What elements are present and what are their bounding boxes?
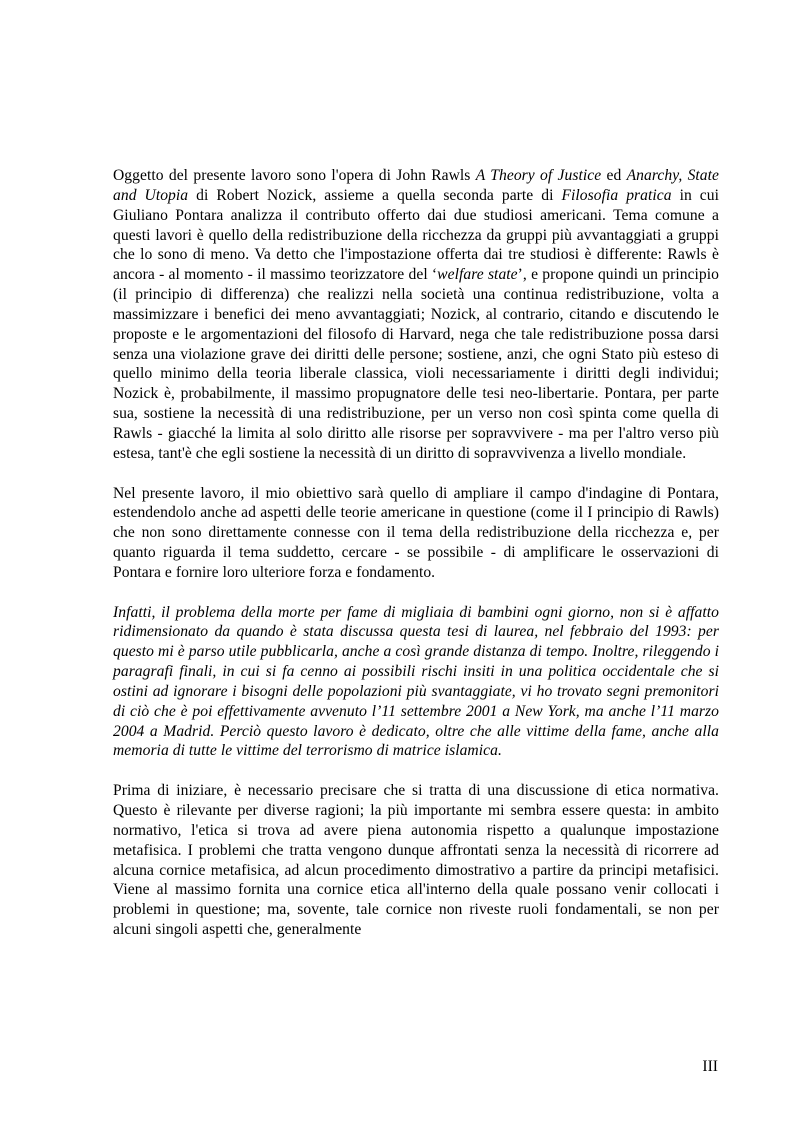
paragraph-1 (113, 166, 719, 464)
text-run: in cui Giuliano Pontara analizza il contributo offerto dai due studiosi americani. Tema comune a questi lavori è quello della redistribuzione della ricchezza da gruppi più avvantaggiati a gruppi che lo sono di meno. Va detto che l'impostazione offerta dai tre studiosi è differente: Rawls è ancora - al momento - il massimo teorizzatore del ‘ (113, 186, 719, 284)
text-run: di Robert Nozick, assieme a quella seconda parte di (188, 186, 562, 204)
text-run: Nel presente lavoro, il mio obiettivo sarà quello di ampliare il campo d'indagine di Pontara, estendendolo anche ad aspetti delle teorie americane in questione (come il I principio di Rawls) che non sono direttamente connesse con il tema della redistribuzione della ricchezza e, per quanto riguarda il tema suddetto, cercare - se possibile - di amplificare le osservazioni di Pontara e fornire loro ulteriore forza e fondamento. (113, 484, 719, 581)
book-title-filosofia-pratica: Filosofia pratica (561, 186, 672, 204)
text-run: Infatti, il problema della morte per fame di migliaia di bambini ogni giorno, non si è affatto ridimensionato da quando è stata discussa questa tesi di laurea, nel febbraio del 1993: per questo mi è parso utile pubblicarla, anche a così grande distanza di tempo. Inoltre, rileggendo i paragrafi finali, in cui si fa cenno ai possibili rischi insiti in una politica occidentale che si ostini ad ignorare i bisogni delle popolazioni più svantaggiate, vi ho trovato segni premonitori di ciò che è poi effettivamente avvenuto l’11 settembre 2001 a New York, ma anche l’11 marzo 2004 a Madrid. Perciò questo lavoro è dedicato, oltre che alle vittime della fame, anche alla memoria di tutte le vittime del terrorismo di matrice islamica. (113, 603, 719, 760)
page-number: III (702, 1058, 718, 1075)
book-title-theory-of-justice: A Theory of Justice (475, 167, 602, 184)
term-welfare-state: welfare state (437, 266, 518, 284)
text-run: ’, e propone quindi un principio (il principio di differenza) che realizzi nella società una continua redistribuzione, volta a massimizzare i benefici dei meno avvantaggiati; Nozick, al contrario, citando e discutendo le proposte e le argomentazioni del filosofo di Harvard, nega che tale redistribuzione possa darsi senza una violazione grave dei diritti delle persone; sostiene, anzi, che ogni Stato più esteso di quello minimo della teoria liberale classica, violi necessariamente i diritti degli individui; Nozick è, probabilmente, il massimo propugnatore delle tesi neo-libertarie. Pontara, per parte sua, sostiene la necessità di una redistribuzione, per un verso non così spinta come quella di Rawls - giacché la limita al solo diritto alle risorse per sopravvivere - ma per l'altro verso più estesa, tant'è che egli sostiene la necessità di un diritto di sopravvivenza a livello mondiale. (113, 266, 719, 462)
paragraph-4 (113, 781, 719, 940)
text-run: Oggetto del presente lavoro sono l'opera di John Rawls (113, 167, 476, 184)
book-title-anarchy-state-utopia: Anarchy, State and Utopia (113, 167, 720, 204)
text-run: Prima di iniziare, è necessario precisare che si tratta di una discussione di etica normativa. Questo è rilevante per diverse ragioni; la più importante mi sembra essere questa: in ambito normativo, l'etica si trova ad avere piena autonomia rispetto a qualunque impostazione metafisica. I problemi che tratta vengono dunque affrontati senza la necessità di ricorrere ad alcuna cornice metafisica, ad alcun procedimento dimostrativo a partire da principi metafisici. Viene al massimo fornita una cornice etica all'interno della quale possano venir collocati i problemi in questione; ma, sovente, tale cornice non riveste ruoli fondamentali, se non per alcuni singoli aspetti che, generalmente (113, 782, 719, 939)
text-run: ed (601, 167, 627, 184)
paragraph-3-dedication (113, 603, 719, 762)
paragraph-2 (113, 484, 719, 583)
page-body-text (113, 166, 719, 960)
